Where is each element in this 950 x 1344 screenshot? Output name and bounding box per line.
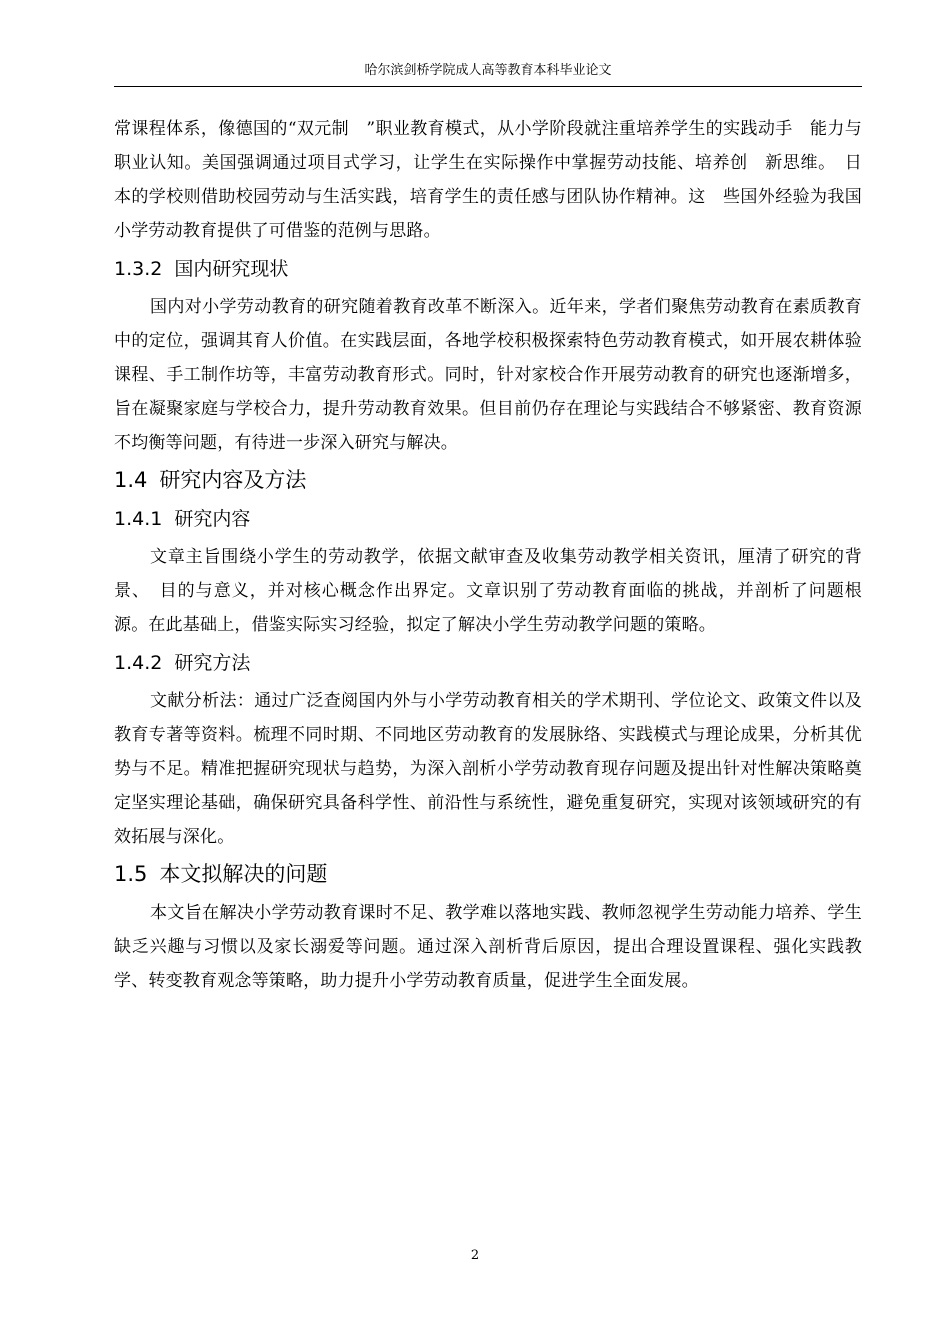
heading-number: 1.4: [114, 468, 148, 492]
heading-title: 国内研究现状: [174, 258, 289, 280]
heading-title: 本文拟解决的问题: [159, 862, 328, 886]
heading-1-5: [114, 856, 862, 892]
heading-title: 研究内容: [174, 508, 251, 530]
heading-1-4-1: [114, 502, 862, 536]
heading-1-4: [114, 462, 862, 498]
heading-title: 研究内容及方法: [159, 468, 307, 492]
page-header: 哈尔滨剑桥学院成人高等教育本科毕业论文: [114, 62, 862, 87]
paragraph-foreign-experience: 常课程体系，像德国的“双元制 ”职业教育模式，从小学阶段就注重培养学生的实践动手 能力与职业认知。美国强调通过项目式学习，让学生在实际操作中掌握劳动技能、培养创 新思维。 日本的学校则借助校园劳动与生活实践，培育学生的责任感与团队协作精神。这 些国外经验为我国小学劳动教育提供了可借鉴的范例与思路。: [114, 119, 862, 241]
paragraph-research-content: 文章主旨围绕小学生的劳动教学，依据文献审查及收集劳动教学相关资讯，厘清了研究的背景、 目的与意义，并对核心概念作出界定。文章识别了劳动教育面临的挑战，并剖析了问题根源。在此基础上，借鉴实际实习经验，拟定了解决小学生劳动教学问题的策略。: [114, 547, 862, 635]
paragraph-research-method: 文献分析法：通过广泛查阅国内外与小学劳动教育相关的学术期刊、学位论文、政策文件以及教育专著等资料。梳理不同时期、不同地区劳动教育的发展脉络、实践模式与理论成果，分析其优势与不足。精准把握研究现状与趋势，为深入剖析小学劳动教育现存问题及提出针对性解决策略奠定坚实理论基础，确保研究具备科学性、前沿性与系统性，避免重复研究，实现对该领域研究的有效拓展与深化。: [114, 691, 862, 847]
heading-title: 研究方法: [174, 652, 251, 674]
heading-1-4-2: [114, 646, 862, 680]
paragraph-domestic-research: 国内对小学劳动教育的研究随着教育改革不断深入。近年来，学者们聚焦劳动教育在素质教育中的定位，强调其育人价值。在实践层面，各地学校积极探索特色劳动教育模式，如开展农耕体验课程、手工制作坊等，丰富劳动教育形式。同时，针对家校合作开展劳动教育的研究也逐渐增多，旨在凝聚家庭与学校合力，提升劳动教育效果。但目前仍存在理论与实践结合不够紧密、教育资源不均衡等问题，有待进一步深入研究与解决。: [114, 297, 862, 453]
heading-number: 1.4.1: [114, 508, 163, 530]
heading-number: 1.4.2: [114, 652, 163, 674]
paragraph-problems: 本文旨在解决小学劳动教育课时不足、教学难以落地实践、教师忽视学生劳动能力培养、学生缺乏兴趣与习惯以及家长溺爱等问题。通过深入剖析背后原因，提出合理设置课程、强化实践教学、转变教育观念等策略，助力提升小学劳动教育质量，促进学生全面发展。: [114, 903, 862, 991]
heading-1-3-2: [114, 252, 862, 286]
heading-number: 1.5: [114, 862, 148, 886]
page-number: 2: [470, 1248, 480, 1263]
heading-number: 1.3.2: [114, 258, 163, 280]
document-body: [114, 112, 862, 998]
